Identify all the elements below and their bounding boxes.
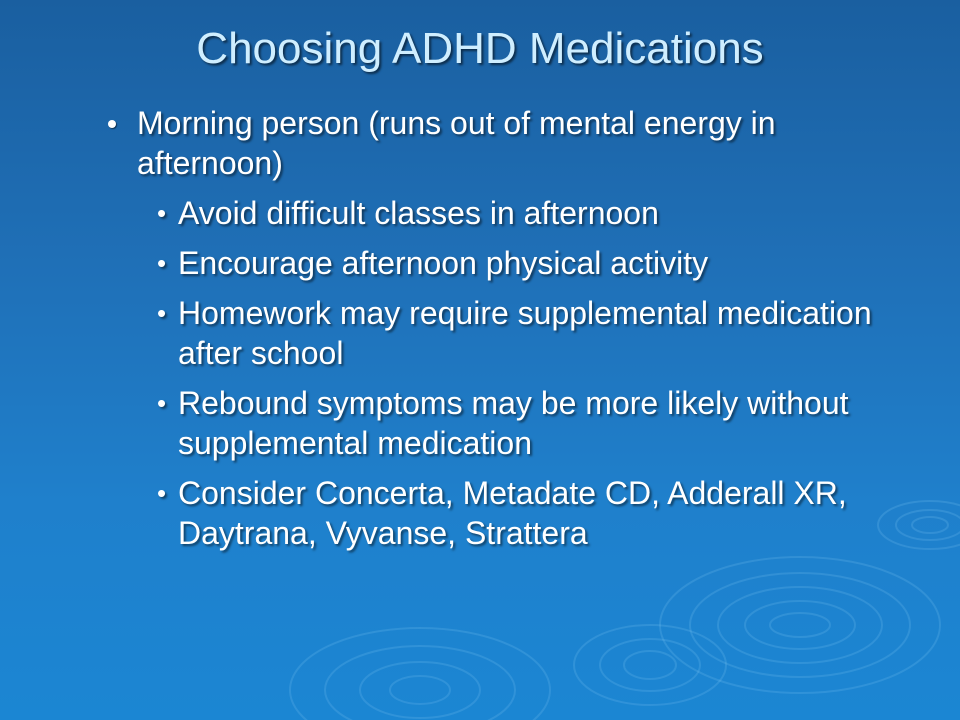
sub-bullet-item [154, 293, 904, 373]
main-bullet-item [104, 103, 904, 183]
main-bullet-text: Morning person (runs out of mental energy in afternoon) [137, 105, 776, 181]
slide-title: Choosing ADHD Medications [196, 24, 764, 73]
sub-bullet-item [154, 193, 904, 233]
sub-bullet-text: Avoid difficult classes in afternoon [178, 195, 659, 231]
sub-bullet-text: Consider Concerta, Metadate CD, Adderall XR, Daytrana, Vyvanse, Strattera [178, 475, 847, 551]
sub-bullet-item [154, 383, 904, 463]
sub-bullet-text: Homework may require supplemental medication after school [178, 295, 872, 371]
dot-bullet-icon: • [157, 388, 167, 418]
sub-bullet-text: Encourage afternoon physical activity [178, 245, 709, 281]
dot-bullet-icon: • [157, 198, 167, 228]
sub-bullet-item [154, 473, 904, 553]
round-bullet-icon [108, 120, 116, 128]
sub-bullet-text: Rebound symptoms may be more likely without supplemental medication [178, 385, 849, 461]
dot-bullet-icon: • [157, 248, 167, 278]
dot-bullet-icon: • [157, 298, 167, 328]
dot-bullet-icon: • [157, 478, 167, 508]
sub-bullet-item [154, 243, 904, 283]
bullet-list [104, 103, 904, 563]
